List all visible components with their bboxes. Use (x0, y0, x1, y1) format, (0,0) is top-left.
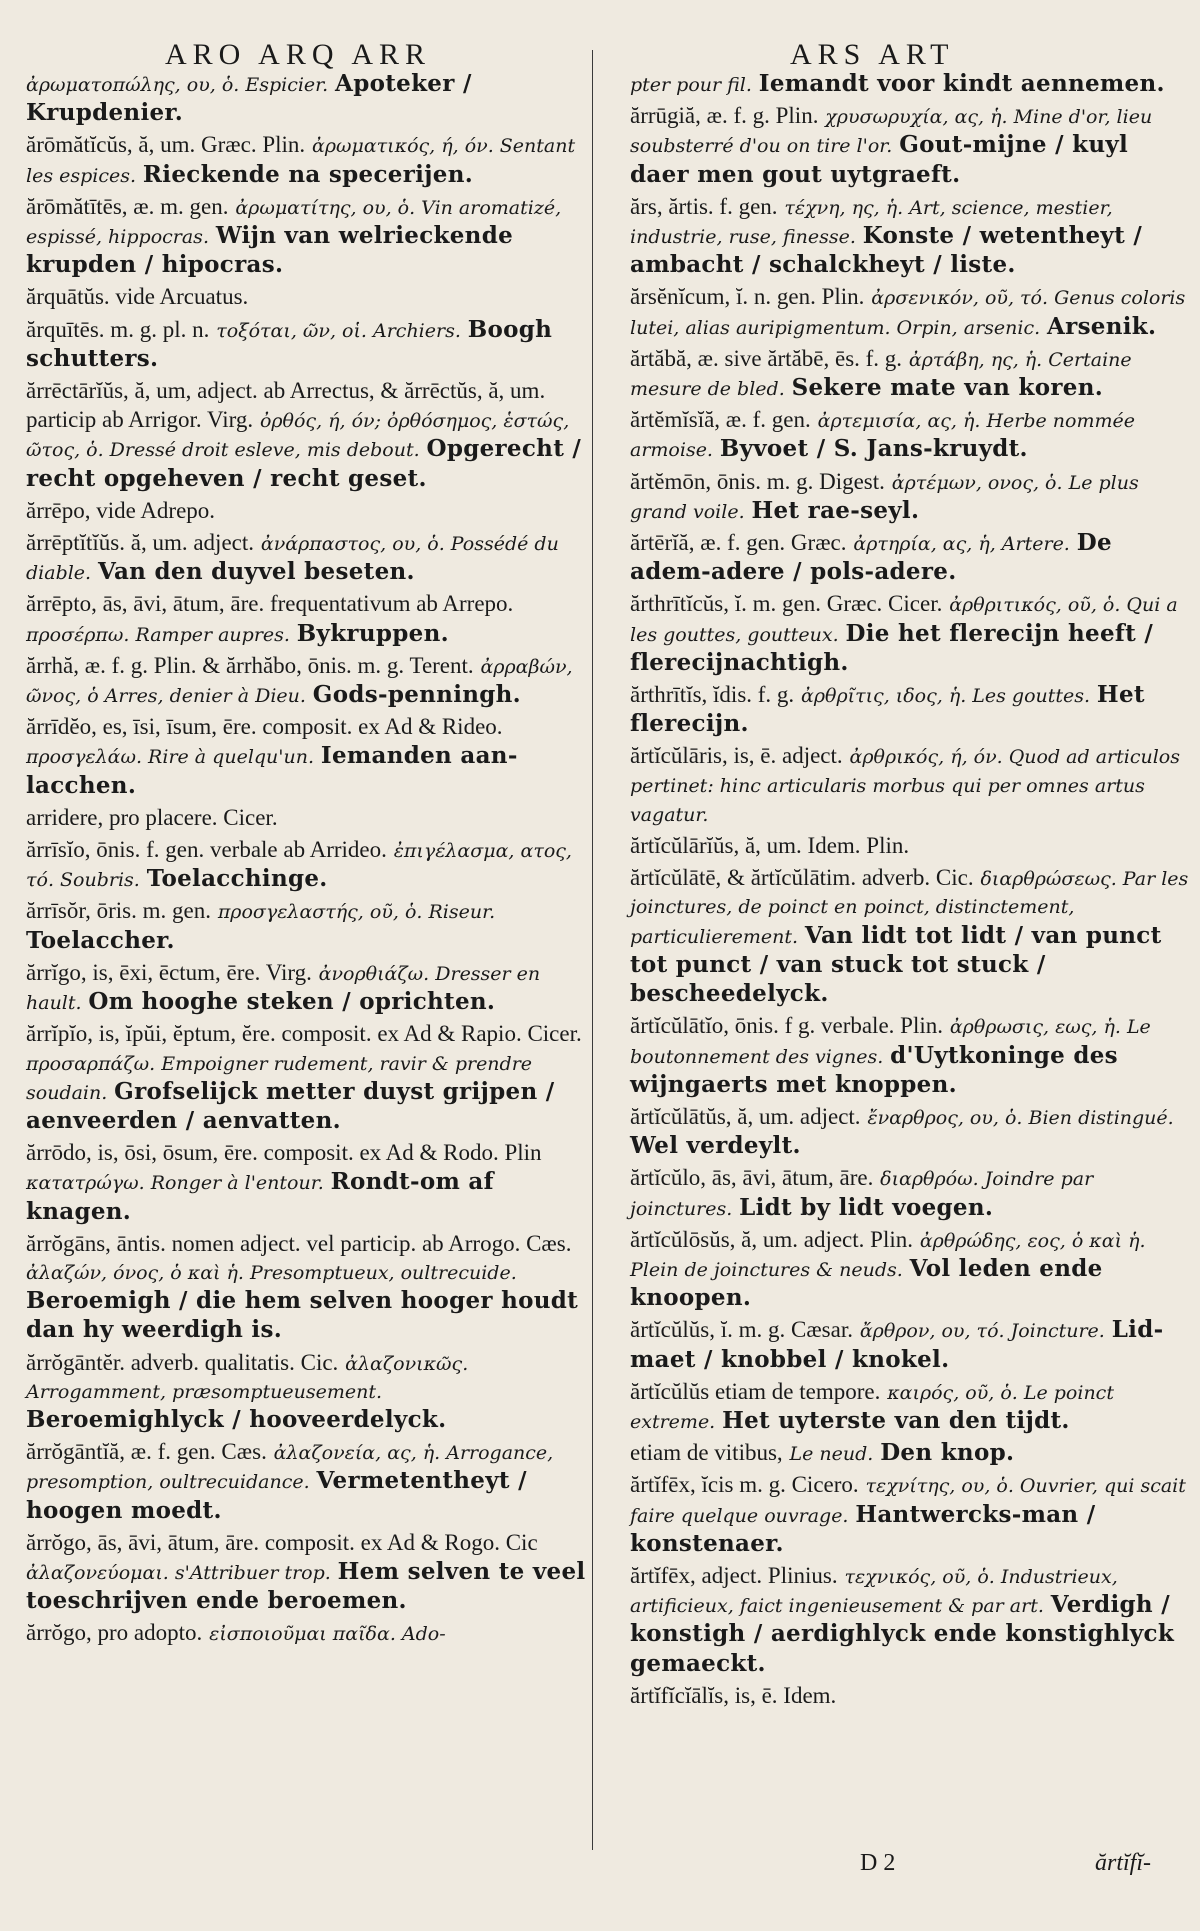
dictionary-entry (26, 1529, 586, 1617)
dictionary-entry (26, 836, 586, 894)
entry-greek: προσγελάω. Rire à quelqu'un. (26, 746, 315, 769)
entry-greek: ἀρτέμων, ονος, ὁ. Le plus grand voile. (630, 471, 1139, 523)
entry-lemma: ărtērĭă, æ. f. gen. Græc. (630, 530, 847, 556)
entry-greek: καιρός, οῦ, ὁ. Le poinct extreme. (630, 1381, 1114, 1433)
entry-greek: pter pour fil. (630, 74, 752, 96)
dictionary-entry (26, 529, 586, 587)
right-column (630, 70, 1190, 1714)
entry-greek: προσγελαστής, οῦ, ὁ. Riseur. (217, 901, 496, 924)
entry-lemma: ărtĕmĭsĭă, æ. f. gen. (630, 407, 811, 433)
dictionary-entry (630, 1226, 1190, 1314)
dictionary-entry (26, 1438, 586, 1526)
entry-dutch: Het rae-seyl. (751, 496, 920, 524)
entry-lemma: ărs, ărtis. f. gen. (630, 193, 778, 219)
entry-dutch: De adem-adere / pols-adere. (630, 529, 1112, 586)
entry-dutch: Arsenik. (1047, 312, 1157, 340)
entry-lemma: ărquītēs. m. g. pl. n. (26, 316, 210, 342)
entry-lemma: ărthrītĭcŭs, ĭ. m. gen. Græc. Cicer. (630, 591, 943, 617)
entry-lemma: ărrŏgāntĭă, æ. f. gen. Cæs. (26, 1439, 267, 1465)
entry-greek: ἀλαζονεία, ας, ἡ. Arrogance, presomption, oultrecuidance. (26, 1442, 554, 1494)
entry-lemma: ărrēpto, ās, āvi, ātum, āre. frequentativum ab Arrepo. (26, 591, 514, 617)
entry-dutch: Toelaccher. (26, 926, 175, 954)
entry-lemma: ărtĭcŭlŭs, ĭ. m. g. Cæsar. (630, 1317, 853, 1343)
entry-dutch: Iemanden aan-lacchen. (26, 742, 518, 799)
dictionary-entry (26, 897, 586, 955)
entry-greek: Le neud. (789, 1443, 874, 1466)
entry-dutch: Sekere mate van koren. (791, 374, 1104, 402)
entry-lemma: etiam de vitibus, (630, 1440, 783, 1466)
entry-greek: ἔναρθρος, ου, ὁ. Bien distingué. (867, 1106, 1174, 1129)
entry-lemma: ărōmătītēs, æ. m. gen. (26, 193, 229, 219)
entry-greek: ἀρθρωσις, εως, ἡ. Le boutonnement des vignes. (630, 1016, 1151, 1068)
dictionary-entry (26, 590, 586, 648)
dictionary-entry (630, 864, 1190, 1009)
entry-dutch: Lid-maet / knobbel / knokel. (630, 1316, 1164, 1373)
dictionary-entry (630, 283, 1190, 341)
entry-greek: προσαρπάζω. Empoigner rudement, ravir & prendre soudain. (26, 1052, 533, 1104)
entry-lemma: ărrŏgo, pro adopto. (26, 1620, 203, 1646)
dictionary-entry (26, 1139, 586, 1227)
entry-greek: ἀρθρικός, ή, όν. Quod ad articulos pertinet: hinc articularis morbus qui per omnes artus vagatur. (630, 746, 1180, 826)
entry-lemma: ărrēpo, vide Adrepo. (26, 497, 216, 523)
entry-dutch: Van lidt tot lidt / van punct tot punct / van stuck tot stuck / bescheedelyck. (630, 921, 1162, 1008)
dictionary-entry (630, 1012, 1190, 1100)
entry-dutch: Bykruppen. (296, 619, 449, 647)
entry-lemma: ărrūgiă, æ. f. g. Plin. (630, 103, 819, 129)
entry-greek: ἀρραβών, ῶνος, ὁ Arres, denier à Dieu. (26, 655, 573, 708)
entry-dutch: Lidt by lidt voegen. (739, 1193, 994, 1221)
catchword: ărtĭfĭ- (1095, 1850, 1152, 1876)
entry-dutch: Het uyterste van den tijdt. (722, 1406, 1070, 1434)
dictionary-entry (630, 345, 1190, 403)
entry-dutch: Grofselijck metter duyst grijpen / aenveerden / aenvatten. (26, 1077, 555, 1134)
dictionary-entry (630, 406, 1190, 464)
dictionary-entry (26, 1619, 586, 1648)
entry-lemma: ărtĕmōn, ōnis. m. g. Digest. (630, 468, 885, 494)
entry-lemma: ărtĭfēx, ĭcis m. g. Cicero. (630, 1472, 859, 1498)
entry-greek: προσέρπω. Ramper aupres. (26, 623, 290, 646)
entry-dutch: Wijn van welrieckende krupden / hipocras. (26, 222, 514, 279)
entry-greek: τέχνη, ης, ἡ. Art, science, mestier, industrie, ruse, finesse. (630, 196, 1113, 249)
dictionary-entry (26, 1349, 586, 1436)
entry-greek: ὀρθός, ή, όν; ὀρθόσημος, ἑστώς, ῶτος, ὁ. Dressé droit esleve, mis debout. (26, 410, 570, 462)
dictionary-entry (26, 316, 586, 374)
entry-greek: εἰσποιοῦμαι παῖδα. Ado- (209, 1623, 446, 1646)
entry-greek: ἄρθρον, ου, τό. Joincture. (859, 1320, 1105, 1343)
entry-greek: κατατρώγω. Ronger à l'entour. (26, 1172, 324, 1195)
entry-greek: ἀρτάβη, ης, ἡ. Certaine mesure de bled. (630, 348, 1132, 401)
dictionary-entry (630, 1439, 1190, 1468)
entry-dutch: Rondt-om af knagen. (26, 1168, 494, 1225)
dictionary-entry (630, 529, 1190, 587)
dictionary-entry (26, 1020, 586, 1136)
dictionary-entry (630, 468, 1190, 526)
entry-lemma: ărthrītĭs, ĭdis. f. g. (630, 682, 795, 708)
entry-greek: ἀρθρῖτις, ιδος, ἡ. Les gouttes. (801, 685, 1091, 708)
entry-greek: ἀρωματίτης, ου, ὁ. Vin aromatizé, espissé, hippocras. (26, 196, 562, 249)
entry-dutch: Om hooghe steken / oprichten. (88, 988, 496, 1016)
entry-dutch: Konste / wetentheyt / ambacht / schalckheyt / liste. (630, 222, 1143, 279)
entry-lemma: ărrŏgāntĕr. adverb. qualitatis. Cic. (26, 1349, 339, 1375)
dictionary-entry (26, 377, 586, 494)
entry-lemma: ărrhă, æ. f. g. Plin. & ărrhăbo, ōnis. m. g. Terent. (26, 652, 474, 678)
entry-greek: τοξόται, ῶν, οἱ. Archiers. (216, 319, 461, 342)
entry-lemma: ărtĭfēx, adject. Plinius. (630, 1562, 838, 1588)
entry-dutch: Verdigh / konstigh / aerdighlyck ende konstighlyck gemaeckt. (630, 1591, 1175, 1677)
entry-greek: διαρθρώσεως. Par les joinctures, de poinct en poinct, distinctement, particulierement. (630, 868, 1189, 948)
entry-dutch: Byvoet / S. Jans-kruydt. (719, 435, 1028, 463)
entry-lemma: ărtĭfĭcĭālĭs, is, ē. Idem. (630, 1682, 837, 1708)
entry-lemma: ărrīdĕo, es, īsi, īsum, ēre. composit. ex Ad & Rideo. (26, 714, 503, 740)
entry-lemma: ărtăbă, æ. sive ărtăbē, ēs. f. g. (630, 345, 903, 371)
entry-lemma: ărrĭpĭo, is, ĭpŭi, ĕptum, ĕre. composit. ex Ad & Rapio. Cicer. (26, 1021, 582, 1047)
entry-lemma: ărquātŭs. vide Arcuatus. (26, 284, 249, 310)
entry-dutch: Beroemigh / die hem selven hooger houdt dan hy weerdigh is. (26, 1287, 579, 1344)
dictionary-entry (630, 590, 1190, 678)
entry-dutch: Die het flerecijn heeft / flerecijnachtigh. (630, 619, 1154, 676)
entry-dutch: Opgerecht / recht opgeheven / recht geset. (26, 435, 582, 492)
entry-dutch: Hem selven te veel toeschrijven ende beroemen. (26, 1557, 586, 1615)
dictionary-entry (26, 70, 586, 128)
entry-dutch: Gods-penningh. (312, 681, 521, 709)
entry-lemma: ărtĭcŭlārĭŭs, ă, um. Idem. Plin. (630, 833, 910, 859)
entry-greek: ἀλαζονεύομαι. s'Attribuer trop. (26, 1561, 331, 1584)
entry-lemma: ărtĭcŭlātŭs, ă, um. adject. (630, 1103, 861, 1129)
entry-dutch: Rieckende na specerijen. (142, 160, 474, 188)
running-head-left: ARO ARQ ARR (165, 38, 432, 71)
entry-dutch: Het flerecijn. (630, 681, 1145, 738)
running-head-right: ARS ART (790, 38, 955, 71)
entry-greek: ἀρωματικός, ή, όν. Sentant les espices. (26, 135, 576, 187)
entry-greek: διαρθρόω. Joindre par joinctures. (630, 1168, 1094, 1220)
dictionary-entry (630, 832, 1190, 861)
entry-greek: ἀλαζονικῶς. Arrogamment, præsomptueusement. (26, 1352, 469, 1403)
entry-greek: ἀρθριτικός, οῦ, ὁ. Qui a les gouttes, goutteux. (630, 594, 1178, 646)
dictionary-entry (26, 193, 586, 281)
entry-dutch: Toelacchinge. (146, 865, 328, 893)
dictionary-entry (26, 804, 586, 833)
entry-lemma: ărsĕnĭcum, ĭ. n. gen. Plin. (630, 284, 865, 310)
entry-dutch: Iemandt voor kindt aennemen. (758, 70, 1165, 97)
dictionary-entry (630, 1103, 1190, 1161)
entry-lemma: ărrĭgo, is, ēxi, ēctum, ēre. Virg. (26, 959, 312, 985)
left-column (26, 70, 586, 1652)
dictionary-entry (630, 1164, 1190, 1222)
entry-lemma: ărrēctārĭŭs, ă, um, adject. ab Arrectus, & ărrēctŭs, ă, um. particip ab Arrigor. Virg. (26, 378, 546, 433)
dictionary-entry (26, 283, 586, 312)
entry-greek: ἀρωματοπώλης, ου, ὁ. Espicier. (26, 74, 329, 96)
entry-dutch: Wel verdeylt. (630, 1132, 801, 1160)
entry-lemma: ărrīsĭo, ōnis. f. gen. verbale ab Arrideo. (26, 837, 387, 863)
entry-greek: ἀρτεμισία, ας, ἡ. Herbe nommée armoise. (630, 410, 1135, 462)
entry-dutch: Vol leden ende knoopen. (630, 1254, 1103, 1312)
dictionary-entry (630, 102, 1190, 190)
dictionary-entry (630, 70, 1190, 99)
entry-dutch: d'Uytkoninge des wijngaerts met knoppen. (630, 1041, 1118, 1098)
entry-greek: τεχνίτης, ου, ὁ. Ouvrier, qui scait faire quelque ouvrage. (630, 1475, 1186, 1527)
entry-lemma: ărtĭcŭlōsŭs, ă, um. adject. Plin. (630, 1226, 913, 1252)
dictionary-entry (26, 131, 586, 189)
dictionary-entry (630, 681, 1190, 739)
dictionary-entry (26, 713, 586, 801)
entry-lemma: ărōmătĭcŭs, ă, um. Græc. Plin. (26, 132, 306, 158)
entry-dutch: Vermetentheyt / hoogen moedt. (26, 1467, 527, 1524)
entry-lemma: ărtĭcŭlātē, & ărtĭcŭlātim. adverb. Cic. (630, 865, 974, 891)
entry-greek: ἀρθρώδης, εος, ὁ καὶ ἡ. Plein de joinctures & neuds. (630, 1229, 1146, 1281)
entry-dutch: Gout-mijne / kuyl daer men gout uytgraeft. (630, 131, 1129, 188)
entry-dutch: Van den duyvel beseten. (97, 558, 415, 586)
dictionary-entry (26, 652, 586, 710)
entry-dutch: Hantwercks-man / konstenaer. (630, 1500, 1096, 1557)
entry-greek: ἀλαζών, όνος, ὁ καὶ ἡ. Presomptueux, oultrecuide. (26, 1261, 517, 1284)
entry-lemma: arridere, pro placere. Cicer. (26, 804, 278, 830)
entry-dutch: Apoteker / Krupdenier. (26, 70, 472, 127)
entry-lemma: ărrēptĭtĭŭs. ă, um. adject. (26, 530, 255, 556)
entry-lemma: ărrōdo, is, ōsi, ōsum, ēre. composit. ex Ad & Rodo. Plin (26, 1140, 542, 1166)
entry-greek: χρυσωρυχία, ας, ἡ. Mine d'or, lieu soubsterré d'ou on tire l'or. (630, 106, 1153, 158)
column-divider (592, 50, 593, 1850)
dictionary-entry (26, 497, 586, 526)
entry-greek: ἐπιγέλασμα, ατος, τό. Soubris. (26, 840, 572, 892)
entry-greek: τεχνικός, οῦ, ὁ. Industrieux, artificieux, faict ingenieusement & par art. (630, 1565, 1118, 1618)
entry-lemma: ărtĭcŭlŭs etiam de tempore. (630, 1378, 881, 1404)
dictionary-entry (630, 742, 1190, 829)
entry-lemma: ărtĭcŭlātĭo, ōnis. f g. verbale. Plin. (630, 1013, 943, 1039)
entry-greek: ἀρσενικόν, οῦ, τό. Genus coloris lutei, alias auripigmentum. Orpin, arsenic. (630, 287, 1186, 339)
entry-lemma: ărrŏgāns, āntis. nomen adject. vel particip. ab Arrogo. Cæs. (26, 1230, 572, 1256)
dictionary-entry (26, 959, 586, 1017)
dictionary-entry (630, 1562, 1190, 1679)
entry-lemma: ărrīsŏr, ōris. m. gen. (26, 898, 211, 924)
dictionary-entry (630, 1378, 1190, 1436)
dictionary-entry (630, 1316, 1190, 1374)
dictionary-entry (630, 1471, 1190, 1559)
entry-dutch: Boogh schutters. (26, 315, 553, 372)
dictionary-entry (630, 1682, 1190, 1711)
entry-greek: ἀρτηρία, ας, ἡ, Artere. (853, 533, 1070, 556)
signature-mark: D 2 (860, 1850, 896, 1876)
dictionary-entry (630, 193, 1190, 281)
entry-greek: ἀνάρπαστος, ου, ὁ. Possédé du diable. (26, 533, 559, 585)
entry-lemma: ărrŏgo, ās, āvi, ātum, āre. composit. ex Ad & Rogo. Cic (26, 1529, 538, 1555)
entry-lemma: ărtĭcŭlāris, is, ē. adject. (630, 743, 843, 769)
entry-dutch: Den knop. (880, 1439, 1015, 1467)
dictionary-entry (26, 1230, 586, 1346)
entry-dutch: Beroemighlyck / hooveerdelyck. (26, 1405, 447, 1433)
entry-lemma: ărtĭcŭlo, ās, āvi, ātum, āre. (630, 1165, 874, 1191)
entry-greek: ἀνορθιάζω. Dresser en hault. (26, 962, 541, 1015)
